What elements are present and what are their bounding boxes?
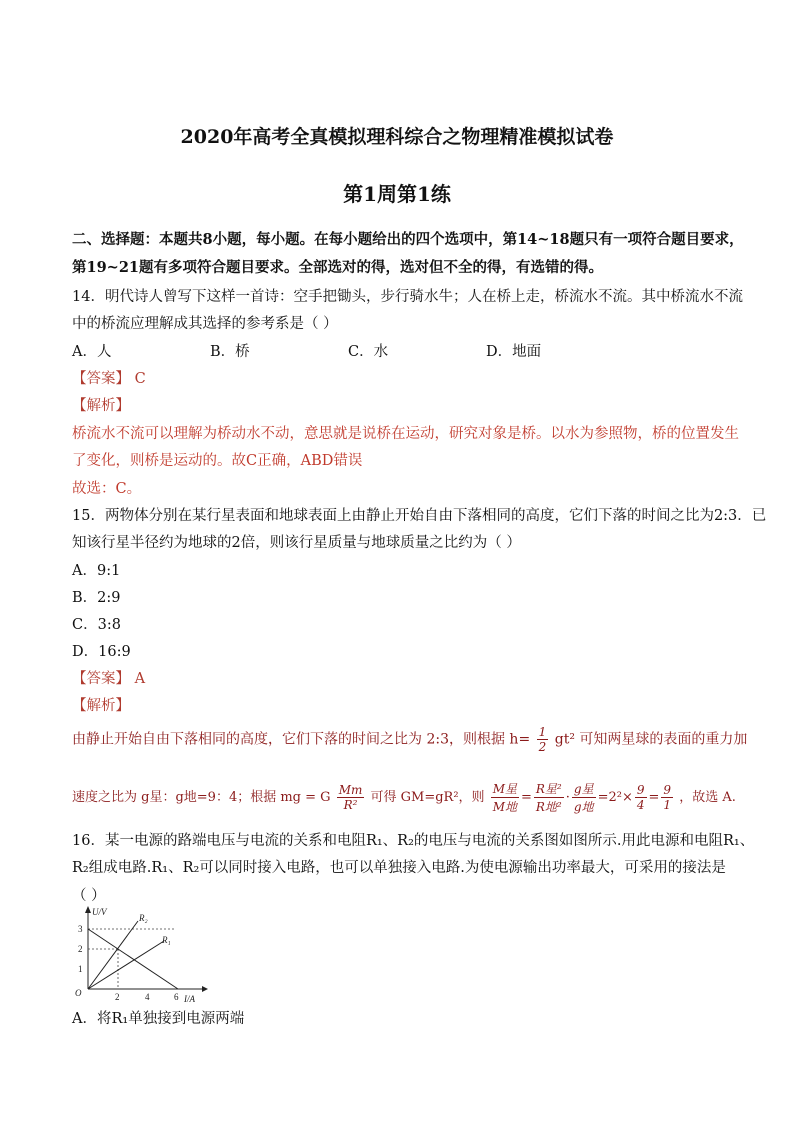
q15-answer — [72, 667, 732, 688]
q15-option-a: A．9:1 — [72, 563, 121, 579]
y-axis-label: U/V — [92, 907, 107, 917]
fraction-numerator: M星 — [492, 782, 517, 796]
q14-stem-line1: 14．明代诗人曾写下这样一首诗：空手把锄头，步行骑水牛；人在桥上走，桥流水不流。其中桥流水不流 — [72, 289, 743, 305]
section-instruction-line2: 第19~21题有多项符合题目要求。全部选对的得，选对但不全的得，有选错的得。 — [72, 259, 604, 276]
q14-conclusion: 故选：C。 — [72, 481, 142, 497]
q14-option-b: B．桥 — [210, 344, 250, 360]
fraction-numerator: 9 — [636, 783, 645, 797]
q16-stem-line2: R₂组成电路.R₁、R₂可以同时接入电路，也可以单独接入电路.为使电源输出功率最大，可采用的接法是 — [72, 860, 726, 876]
q15-analysis2-text-c: =2²× — [597, 790, 633, 805]
q15-analysis-line1 — [72, 725, 748, 754]
r1-line — [88, 941, 164, 989]
q14-answer-value: C — [134, 371, 146, 387]
fraction-denominator: 1 — [663, 798, 672, 812]
y-tick-2: 2 — [78, 944, 83, 954]
fraction-numerator: 9 — [663, 783, 672, 797]
q14-option-a: A．人 — [72, 344, 112, 360]
x-tick-2: 2 — [115, 992, 120, 1002]
q15-analysis1-text-a: 由静止开始自由下落相同的高度，它们下落的时间之比为 2:3，则根据 h= — [72, 731, 531, 748]
q15-option-b: B．2:9 — [72, 590, 121, 606]
q14-stem-line2: 中的桥流应理解成其选择的参考系是（ ） — [72, 316, 338, 332]
x-axis-label: I/A — [184, 994, 195, 1003]
fraction-denominator: g地 — [573, 800, 594, 814]
q16-stem-line3: （ ） — [72, 888, 106, 904]
fraction-radius-ratio — [534, 780, 564, 815]
q15-analysis-label: 【解析】 — [72, 698, 130, 714]
q15-analysis2-text-a: 速度之比为 g星：g地=9：4；根据 mg = G — [72, 790, 331, 805]
r2-label: R₂ — [139, 913, 148, 923]
fraction-numerator: R星² — [535, 782, 562, 796]
q15-option-d: D．16:9 — [72, 644, 131, 660]
y-tick-3: 3 — [78, 924, 83, 934]
section-instruction-line1: 二、选择题：本题共8小题，每小题。在每小题给出的四个选项中，第14~18题只有一项符合题目要求， — [72, 231, 744, 248]
q14-analysis-label: 【解析】 — [72, 398, 130, 414]
q15-answer-value: A — [134, 671, 146, 687]
q14-analysis-line1: 桥流水不流可以理解为桥动水不动，意思就是说桥在运动，研究对象是桥。以水为参照物，桥的位置发生 — [72, 426, 739, 442]
q15-analysis2-text-b: 可得 GM=gR²，则 — [370, 790, 485, 805]
q15-analysis-line2: 速度之比为 g星：g地=9：4；根据 mg = G $\frac{Mm}{\text{R²}}$ 可得 GM=gR²，则 $\frac{\text{M星}}{\text{M地}}$ = $\frac{\text{R星²}}{\text{R地²}}$ · $\frac{\text{g星}}{\text{g地}}$ =2²× $\frac{9}{4}$ = $\frac{9}{1}$ ，故选 A. — [72, 782, 736, 814]
q14-answer-label: 【答案】 — [72, 371, 130, 387]
q15-answer-label: 【答案】 — [72, 671, 130, 687]
q15-option-c: C．3:8 — [72, 617, 121, 633]
page-subtitle: 第1周第1练 — [343, 182, 451, 206]
ui-graph — [72, 903, 212, 1003]
origin-label: O — [75, 988, 82, 998]
q15-analysis2-text-d: ，故选 A. — [679, 790, 736, 805]
fraction-numerator: g星 — [573, 782, 594, 796]
q15-stem-line2: 知该行星半径约为地球的2倍，则该行星质量与地球质量之比约为（ ） — [72, 535, 521, 551]
r1-label: R₁ — [162, 935, 171, 945]
y-tick-1: 1 — [78, 964, 83, 974]
y-axis-arrow-icon — [85, 906, 91, 913]
q14-option-c: C．水 — [348, 344, 389, 360]
r2-line — [88, 921, 138, 989]
q14-answer — [72, 367, 732, 388]
fraction-one-half — [537, 725, 549, 754]
x-axis-arrow-icon — [202, 986, 208, 992]
fraction-denominator: R² — [343, 798, 358, 812]
x-tick-6: 6 — [174, 992, 179, 1002]
fraction-denominator: 2 — [538, 740, 547, 754]
fraction-mass-ratio — [491, 780, 519, 815]
fraction-nine-over-one — [661, 783, 673, 812]
fraction-mm-r2 — [337, 783, 365, 812]
q15-analysis1-text-b: gt² 可知两星球的表面的重力加 — [554, 731, 748, 748]
fraction-nine-fourths — [635, 783, 647, 812]
fraction-g-ratio — [572, 780, 596, 815]
q16-stem-line1: 16．某一电源的路端电压与电流的关系和电阻R₁、R₂的电压与电流的关系图如图所示.用此电源和电阻R₁、 — [72, 833, 755, 849]
q15-stem-line1: 15．两物体分别在某行星表面和地球表面上由静止开始自由下落相同的高度，它们下落的时间之比为2:3．已 — [72, 508, 767, 524]
fraction-denominator: R地² — [535, 800, 562, 814]
fraction-denominator: 4 — [636, 798, 645, 812]
q16-option-a: A．将R₁单独接到电源两端 — [72, 1011, 245, 1027]
q14-analysis-line2: 了变化，则桥是运动的。故C正确，ABD错误 — [72, 453, 363, 469]
fraction-numerator: 1 — [538, 725, 547, 739]
x-tick-4: 4 — [145, 992, 150, 1002]
fraction-denominator: M地 — [492, 800, 517, 814]
fraction-numerator: Mm — [338, 783, 363, 797]
page-title: 2020年高考全真模拟理科综合之物理精准模拟试卷 — [180, 126, 614, 148]
q14-option-d: D．地面 — [486, 344, 542, 360]
